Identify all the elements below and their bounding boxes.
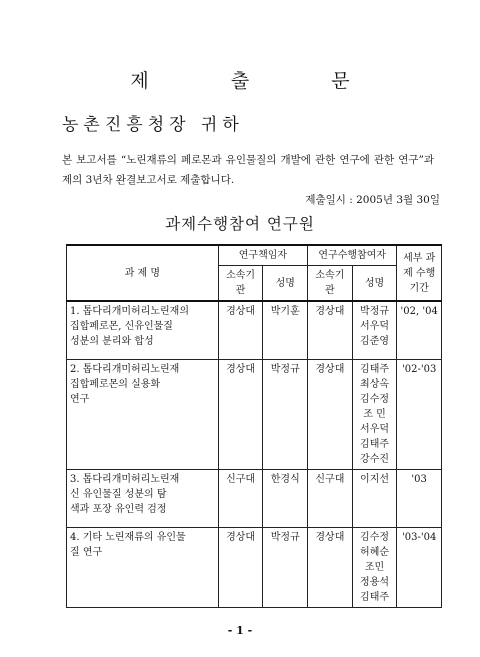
part-affiliation-cell: 경상대 — [308, 528, 353, 608]
participant-name: 서우덕 — [360, 321, 390, 332]
task-cell — [67, 470, 219, 528]
task-line: 성분의 분리와 합성 — [70, 336, 154, 347]
lead-affiliation-cell: 경상대 — [218, 360, 263, 470]
participant-name: 강수진 — [360, 454, 390, 465]
table-row — [67, 301, 442, 360]
part-names-cell — [352, 470, 397, 528]
part-affiliation-cell: 신구대 — [308, 470, 353, 528]
task-cell — [67, 301, 219, 360]
task-cell — [67, 528, 219, 608]
header-part-affiliation: 소속기관 — [308, 266, 353, 302]
part-affiliation-cell: 경상대 — [308, 360, 353, 470]
participant-name: 허혜순 — [360, 547, 390, 558]
header-participants: 연구수행참여자 — [308, 245, 397, 266]
lead-name-cell: 박정규 — [263, 528, 308, 608]
task-line: 4. 기타 노린재류의 유인물 — [70, 532, 186, 543]
period-cell: '02, '04 — [397, 301, 442, 360]
task-line: 1. 톱다리개미허리노린재의 — [70, 306, 189, 317]
lead-affiliation-cell: 신구대 — [218, 470, 263, 528]
table-row — [67, 360, 442, 470]
participant-name: 조 민 — [363, 409, 386, 420]
page-title: 제 출 문 — [130, 70, 388, 92]
part-names-cell — [352, 528, 397, 608]
part-affiliation-cell: 경상대 — [308, 301, 353, 360]
header-part-name: 성명 — [352, 266, 397, 302]
header-period: 세부 과제 수행 기간 — [397, 245, 442, 301]
participant-name: 조민 — [364, 562, 385, 573]
participant-name: 김준영 — [360, 336, 390, 347]
part-names-cell — [352, 360, 397, 470]
task-line: 집합페로몬, 신유인물질 — [70, 321, 173, 332]
participant-name: 최상옥 — [360, 379, 390, 390]
researcher-table — [66, 244, 442, 608]
header-lead-name: 성명 — [263, 266, 308, 302]
submission-date: 제출일시 : 2005년 3월 30일 — [305, 194, 440, 206]
task-line: 신 유인물질 성분의 탐 — [70, 489, 167, 500]
participant-name: 김태주 — [360, 439, 390, 450]
table-row — [67, 470, 442, 528]
header-lead-affiliation: 소속기관 — [218, 266, 263, 302]
task-cell — [67, 360, 219, 470]
header-task: 과 제 명 — [67, 245, 219, 301]
addressee: 농촌진흥청장 귀하 — [62, 115, 244, 135]
participant-name: 김수정 — [360, 394, 390, 405]
table-title: 과제수행참여 연구원 — [165, 215, 315, 233]
participant-name: 김수정 — [360, 532, 390, 543]
task-line: 질 연구 — [70, 547, 103, 558]
period-cell: '02-'03 — [397, 360, 442, 470]
body-paragraph: 본 보고서를 “노린재류의 페로몬과 유인물질의 개발에 관한 연구에 관한 연구”과제의 3년차 완결보고서로 제출합니다. — [62, 154, 434, 186]
participant-name: 정용석 — [360, 577, 390, 588]
header-lead-researcher: 연구책임자 — [218, 245, 307, 266]
task-line: 색과 포장 유인력 검정 — [70, 504, 167, 515]
task-line: 연구 — [70, 394, 90, 405]
participant-name: 김태주 — [360, 592, 390, 603]
lead-affiliation-cell: 경상대 — [218, 528, 263, 608]
participant-name: 박정규 — [360, 306, 390, 317]
participant-name: 이지선 — [360, 474, 390, 485]
period-cell: '03 — [397, 470, 442, 528]
lead-name-cell: 박정규 — [263, 360, 308, 470]
lead-name-cell: 박기훈 — [263, 301, 308, 360]
table-row — [67, 528, 442, 608]
lead-name-cell: 한경식 — [263, 470, 308, 528]
page-number: - 1 - — [227, 624, 253, 637]
participant-name: 서우덕 — [360, 424, 390, 435]
period-cell: '03-'04 — [397, 528, 442, 608]
task-line: 3. 톱다리개미허리노린재 — [70, 474, 180, 485]
task-line: 집합페로몬의 실용화 — [70, 379, 161, 390]
participant-name: 김태주 — [360, 364, 390, 375]
task-line: 2. 톱다리개미허리노린재 — [70, 364, 180, 375]
part-names-cell — [352, 301, 397, 360]
lead-affiliation-cell: 경상대 — [218, 301, 263, 360]
